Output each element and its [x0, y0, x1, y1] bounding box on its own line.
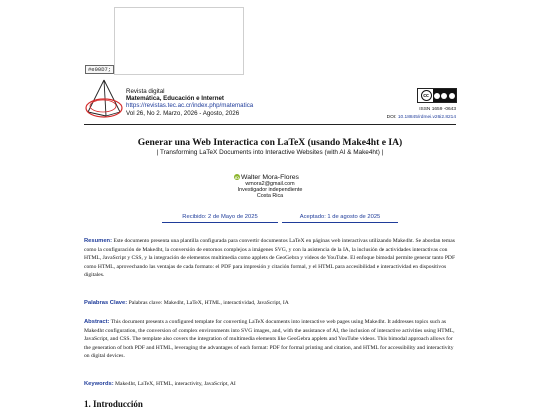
author-email[interactable]: wmora2@gmail.com	[245, 181, 295, 187]
nc-icon	[441, 93, 447, 99]
accepted-date: Aceptado: 1 de agosto de 2025	[282, 214, 398, 223]
abstract-text: This document presents a configured template for converting LaTeX documents into interactive web pages using Make4ht. It addresses topics such as Make4ht configuration, the conversion of complex environments into SVG images, and, with the assistance of AI, the inclusion of interactive activities using HTML, JavaScript, and CSS. The template also covers the integration of multimedia elements like GeoGebra applets and YouTube videos. This bimodal approach allows for the generation of both PDF and HTML, leveraging the advantages of each format: PDF for formal printing and citation, and HTML for accessibility and interactivity on digital devices.	[84, 319, 455, 360]
journal-url-link[interactable]: https://revistas.tec.ac.cr/index.php/matematica	[126, 102, 254, 110]
author-country: Costa Rica	[256, 193, 284, 200]
cc-license-badge[interactable]	[417, 88, 457, 103]
section-heading: 1. Introducción	[84, 399, 143, 409]
header-divider	[84, 124, 456, 125]
issn: ISSN 1659 -0643	[419, 107, 456, 112]
image-preview-box	[114, 7, 244, 75]
by-icon	[434, 93, 440, 99]
journal-logo	[84, 78, 124, 122]
resumen-text: Este documento presenta una plantilla configurada para convertir documentos LaTeX en páginas web interactivas utilizando Make4ht. Se abordan temas como la configuración de Make4ht, la conversión de entornos complejos a imágenes SVG, y con la asistencia de la IA, la inclusión de actividades interactivas con HTML, JavaScript y CSS, y la integración de elementos multimedia como applets de GeoGebra y videos de YouTube. El enfoque bimodal permite generar tanto PDF como HTML, aprovechando las ventajas de cada formato: el PDF para impresión y citación formal, y el HTML para accesibilidad e interactividad en dispositivos digitales.	[84, 238, 456, 279]
article-title: Generar una Web Interactica con LaTeX (usando Make4ht e IA)	[137, 137, 403, 148]
doi-link[interactable]: 10.18845/rdmei.v26i2.8214	[397, 114, 456, 120]
palabras-clave-section	[84, 299, 456, 308]
keywords-label: Keywords:	[84, 381, 114, 387]
cc-icon: cc	[421, 90, 432, 101]
sa-icon	[449, 93, 455, 99]
keywords-text: Make4ht, LaTeX, HTML, interactivity, JavaScript, AI	[115, 381, 236, 387]
author-name: Walter Mora-Flores	[241, 174, 299, 181]
issn-doi-block	[387, 106, 456, 121]
color-code-tag: #e00D7;	[85, 65, 114, 74]
journal-volume: Vol 26, No 2. Marzo, 2026 - Agosto, 2026	[126, 109, 240, 117]
palabras-clave-label: Palabras Clave:	[84, 300, 128, 306]
journal-subtitle: Matemática, Educación e Internet	[126, 95, 224, 103]
journal-name: Revista digital	[126, 88, 165, 95]
abstract-label: Abstract:	[84, 319, 110, 325]
keywords-section	[84, 380, 456, 389]
orcid-icon[interactable]: iD	[235, 174, 239, 180]
author-role: Investigador independiente	[237, 187, 303, 194]
received-date: Recibido: 2 de Mayo de 2025	[162, 214, 278, 223]
article-subtitle: | Transforming LaTeX Documents into Interactive Websites (with AI & Make4ht) |	[156, 149, 384, 156]
resumen-section	[84, 237, 456, 280]
palabras-clave-text: Palabras clave: Make4ht, LaTeX, HTML, interactividad, JavaScript, IA	[128, 300, 289, 306]
abstract-section	[84, 318, 456, 361]
journal-info	[126, 88, 253, 117]
author-details	[170, 181, 370, 200]
license-icons	[433, 89, 456, 102]
doi-label: DOI:	[386, 114, 397, 120]
resumen-label: Resumen:	[84, 238, 113, 244]
